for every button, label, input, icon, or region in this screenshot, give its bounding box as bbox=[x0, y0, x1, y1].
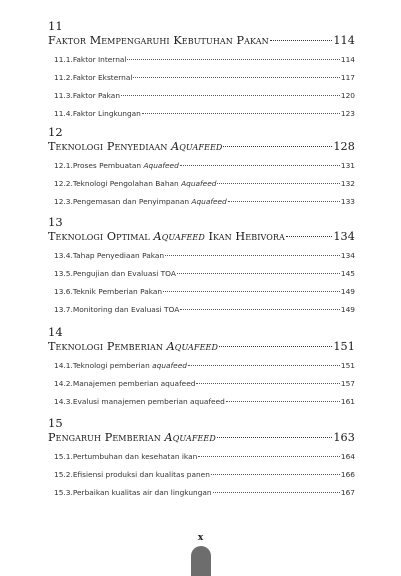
chapter-13 bbox=[48, 216, 355, 319]
entry-number: 11.4. bbox=[54, 109, 73, 118]
entry-number: 15.3. bbox=[54, 488, 73, 497]
toc-entry[interactable] bbox=[54, 265, 355, 283]
entry-title: Pertumbuhan dan kesehatan ikan bbox=[72, 452, 198, 461]
entry-page: 151 bbox=[340, 361, 355, 370]
chapter-heading[interactable] bbox=[48, 431, 355, 445]
toc-entry[interactable] bbox=[54, 375, 355, 393]
chapter-title: Teknologi Pemberian Aquafeed bbox=[48, 340, 218, 353]
entry-title: Faktor Lingkungan bbox=[72, 109, 141, 118]
entry-title: Monitoring dan Evaluasi TOA bbox=[72, 305, 180, 314]
entry-page: 134 bbox=[340, 251, 355, 260]
entry-page: 133 bbox=[340, 197, 355, 206]
chapter-heading[interactable] bbox=[48, 140, 355, 154]
toc-entry[interactable] bbox=[54, 357, 355, 375]
chapter-number: 11 bbox=[48, 19, 63, 33]
dot-leader bbox=[219, 346, 332, 347]
entry-page: 157 bbox=[340, 379, 355, 388]
dot-leader bbox=[180, 165, 340, 166]
entry-number: 11.3. bbox=[54, 91, 73, 100]
toc-entry[interactable] bbox=[54, 193, 355, 211]
chapter-12 bbox=[48, 126, 355, 211]
dot-leader bbox=[198, 456, 340, 457]
dot-leader bbox=[223, 146, 332, 147]
entry-title: Tahap Penyediaan Pakan bbox=[72, 251, 165, 260]
entry-page: 149 bbox=[340, 287, 355, 296]
toc-entry[interactable] bbox=[54, 283, 355, 301]
entry-page: 117 bbox=[340, 73, 355, 82]
dot-leader bbox=[196, 383, 339, 384]
dot-leader bbox=[286, 236, 332, 237]
dot-leader bbox=[121, 95, 340, 96]
dot-leader bbox=[228, 201, 340, 202]
chapter-14 bbox=[48, 326, 355, 411]
chapter-page: 114 bbox=[333, 34, 355, 47]
dot-leader bbox=[177, 273, 340, 274]
chapter-11 bbox=[48, 20, 355, 123]
toc-entry[interactable] bbox=[54, 484, 355, 502]
dot-leader bbox=[211, 474, 340, 475]
chapter-15 bbox=[48, 417, 355, 502]
toc-entry[interactable] bbox=[54, 51, 355, 69]
entry-number: 13.4. bbox=[54, 251, 73, 260]
toc-entry[interactable] bbox=[54, 175, 355, 193]
page-number: x bbox=[197, 533, 204, 543]
entry-number: 12.3. bbox=[54, 197, 73, 206]
dot-leader bbox=[270, 40, 333, 41]
toc-entry[interactable] bbox=[54, 466, 355, 484]
entry-title: Faktor Eksternal bbox=[72, 73, 133, 82]
dot-leader bbox=[226, 401, 340, 402]
chapter-page: 134 bbox=[333, 230, 355, 243]
entry-title: Teknik Pemberian Pakan bbox=[72, 287, 163, 296]
entry-title: Faktor Internal bbox=[72, 55, 127, 64]
toc-entry[interactable] bbox=[54, 87, 355, 105]
entry-page: 164 bbox=[340, 452, 355, 461]
dot-leader bbox=[217, 183, 339, 184]
entry-number: 14.2. bbox=[54, 379, 73, 388]
dot-leader bbox=[188, 365, 340, 366]
entry-number: 12.2. bbox=[54, 179, 73, 188]
chapter-page: 163 bbox=[333, 431, 355, 444]
chapter-title: Faktor Mempengaruhi Kebutuhan Pakan bbox=[48, 34, 269, 47]
chapter-heading[interactable] bbox=[48, 230, 355, 244]
page-tab-marker bbox=[191, 546, 211, 576]
entry-page: 166 bbox=[340, 470, 355, 479]
entry-number: 13.5. bbox=[54, 269, 73, 278]
entry-number: 11.1. bbox=[54, 55, 73, 64]
entry-page: 123 bbox=[340, 109, 355, 118]
dot-leader bbox=[165, 255, 340, 256]
toc-entry[interactable] bbox=[54, 157, 355, 175]
entry-number: 12.1. bbox=[54, 161, 73, 170]
entry-title: Teknologi Pengolahan Bahan Aquafeed bbox=[72, 179, 217, 188]
entry-page: 149 bbox=[340, 305, 355, 314]
entry-page: 131 bbox=[340, 161, 355, 170]
entry-page: 161 bbox=[340, 397, 355, 406]
toc-entry[interactable] bbox=[54, 69, 355, 87]
entry-number: 13.7. bbox=[54, 305, 73, 314]
entry-title: Perbaikan kualitas air dan lingkungan bbox=[72, 488, 212, 497]
toc-entry[interactable] bbox=[54, 448, 355, 466]
entry-title: Pengemasan dan Penyimpanan Aquafeed bbox=[72, 197, 227, 206]
dot-leader bbox=[213, 492, 340, 493]
dot-leader bbox=[127, 59, 339, 60]
entry-title: Pengujian dan Evaluasi TOA bbox=[72, 269, 176, 278]
dot-leader bbox=[133, 77, 339, 78]
entry-number: 11.2. bbox=[54, 73, 73, 82]
chapter-title: Teknologi Optimal Aquafeed Ikan Hebivora bbox=[48, 230, 285, 243]
chapter-number: 13 bbox=[48, 215, 63, 229]
chapter-number: 14 bbox=[48, 325, 63, 339]
dot-leader bbox=[217, 437, 332, 438]
chapter-page: 151 bbox=[333, 340, 355, 353]
entry-number: 14.1. bbox=[54, 361, 73, 370]
chapter-number: 12 bbox=[48, 125, 63, 139]
dot-leader bbox=[163, 291, 340, 292]
toc-entry[interactable] bbox=[54, 393, 355, 411]
chapter-heading[interactable] bbox=[48, 34, 355, 48]
toc-entry[interactable] bbox=[54, 105, 355, 123]
entry-title: Teknologi pemberian aquafeed bbox=[72, 361, 187, 370]
entry-page: 167 bbox=[340, 488, 355, 497]
chapter-heading[interactable] bbox=[48, 340, 355, 354]
dot-leader bbox=[180, 309, 340, 310]
entry-page: 132 bbox=[340, 179, 355, 188]
toc-entry[interactable] bbox=[54, 301, 355, 319]
chapter-title: Pengaruh Pemberian Aquafeed bbox=[48, 431, 216, 444]
dot-leader bbox=[142, 113, 340, 114]
entry-page: 145 bbox=[340, 269, 355, 278]
entry-number: 13.6. bbox=[54, 287, 73, 296]
entry-title: Evalusi manajemen pemberian aquafeed bbox=[72, 397, 225, 406]
chapter-page: 128 bbox=[333, 140, 355, 153]
entry-title: Faktor Pakan bbox=[72, 91, 121, 100]
entry-title: Proses Pembuatan Aquafeed bbox=[72, 161, 179, 170]
entry-number: 14.3. bbox=[54, 397, 73, 406]
entry-number: 15.1. bbox=[54, 452, 73, 461]
toc-entry[interactable] bbox=[54, 247, 355, 265]
entry-number: 15.2. bbox=[54, 470, 73, 479]
entry-title: Efisiensi produksi dan kualitas panen bbox=[72, 470, 210, 479]
chapter-number: 15 bbox=[48, 416, 63, 430]
entry-page: 114 bbox=[340, 55, 355, 64]
entry-page: 120 bbox=[340, 91, 355, 100]
chapter-title: Teknologi Penyediaan Aquafeed bbox=[48, 140, 223, 153]
entry-title: Manajemen pemberian aquafeed bbox=[72, 379, 196, 388]
